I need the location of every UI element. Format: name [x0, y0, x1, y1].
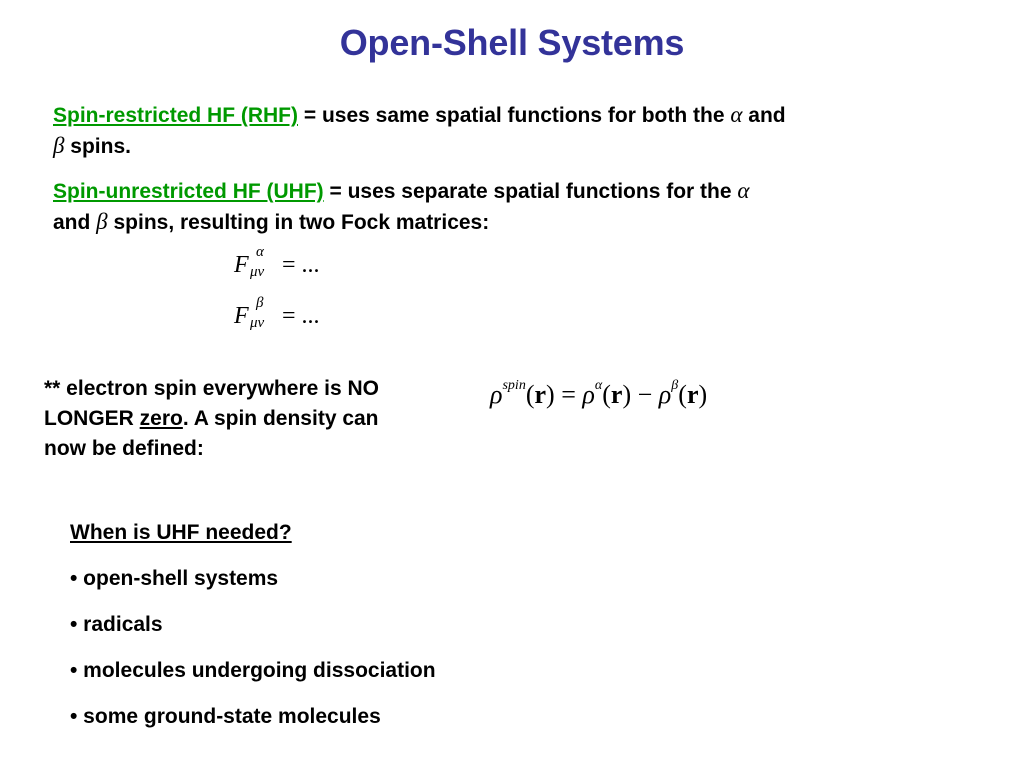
position-vector: r	[686, 380, 699, 409]
rhf-term: Spin-restricted HF (RHF)	[53, 104, 299, 127]
rho-symbol: ρ	[658, 380, 672, 409]
alpha-symbol: α	[737, 178, 750, 203]
beta-superscript: β	[671, 378, 679, 394]
fock-F: F	[234, 303, 249, 329]
right-paren: )	[622, 380, 632, 409]
uhf-and: and	[53, 211, 97, 234]
uhf-needed-heading: When is UHF needed?	[70, 521, 292, 544]
list-item: • some ground-state molecules	[70, 705, 381, 728]
equals-sign: =	[561, 380, 576, 409]
list-item: • radicals	[70, 613, 163, 636]
slide-title: Open-Shell Systems	[339, 22, 685, 63]
right-paren: )	[546, 380, 555, 409]
rho-symbol: ρ	[490, 380, 503, 409]
fock-superscript: α	[256, 244, 264, 260]
spin-note-line1: ** electron spin everywhere is NO	[44, 377, 379, 400]
fock-F: F	[234, 252, 249, 278]
rhf-and: and	[742, 104, 786, 127]
fock-subscript: μν	[250, 264, 265, 280]
minus-sign: −	[637, 380, 653, 409]
right-paren: )	[698, 380, 708, 409]
uhf-text: = uses separate spatial functions for the	[323, 180, 738, 203]
alpha-superscript: α	[594, 378, 603, 394]
rho-symbol: ρ	[582, 380, 595, 409]
beta-symbol: β	[53, 133, 65, 158]
uhf-needed-section	[70, 518, 770, 748]
left-paren: (	[678, 380, 687, 409]
spin-note-line2-post: . A spin density can	[182, 407, 379, 430]
rhf-end: spins.	[64, 135, 131, 158]
fock-rhs: = ...	[282, 303, 320, 329]
uhf-end: spins, resulting in two Fock matrices:	[107, 211, 490, 234]
position-vector: r	[534, 380, 547, 409]
list-item: • molecules undergoing dissociation	[70, 659, 436, 682]
rhf-definition	[53, 100, 963, 162]
list-item: • open-shell systems	[70, 567, 279, 590]
fock-superscript: β	[256, 295, 264, 311]
spin-note	[44, 374, 474, 464]
beta-symbol: β	[96, 209, 108, 234]
left-paren: (	[602, 380, 611, 409]
rhf-text: = uses same spatial functions for both the	[298, 104, 731, 127]
uhf-definition	[53, 176, 963, 238]
left-paren: (	[525, 380, 535, 409]
spin-note-zero: zero	[139, 407, 183, 430]
fock-rhs: = ...	[282, 252, 320, 278]
spin-density-equation	[490, 380, 707, 410]
uhf-term: Spin-unrestricted HF (UHF)	[53, 180, 324, 203]
spin-superscript: spin	[502, 378, 526, 394]
fock-subscript: μν	[250, 315, 265, 331]
alpha-symbol: α	[730, 102, 743, 127]
spin-note-line3: now be defined:	[44, 437, 204, 460]
spin-note-line2-pre: LONGER	[44, 407, 140, 430]
position-vector: r	[610, 380, 623, 409]
